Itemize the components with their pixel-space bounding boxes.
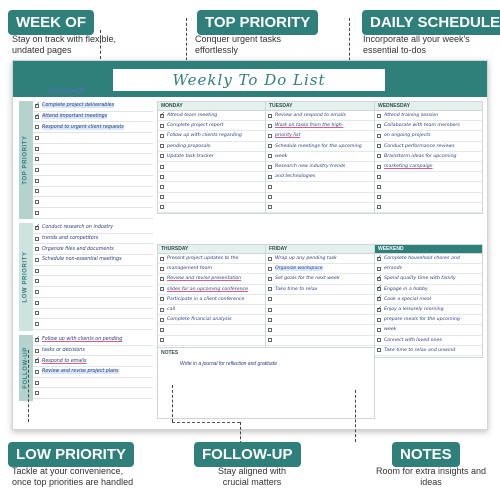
task-text: Complete project report — [167, 123, 224, 129]
checkbox[interactable] — [35, 237, 39, 241]
checkbox[interactable] — [377, 154, 381, 158]
task-row[interactable] — [266, 305, 374, 315]
checkbox[interactable] — [160, 328, 164, 332]
task-row[interactable] — [375, 172, 482, 182]
checkbox[interactable] — [377, 328, 381, 332]
task-row[interactable] — [375, 285, 482, 295]
checkbox[interactable] — [35, 290, 39, 294]
task-row[interactable] — [375, 203, 482, 213]
day-list — [375, 254, 482, 356]
checkbox[interactable] — [268, 257, 272, 261]
task-row[interactable] — [266, 142, 374, 152]
follow-up-list — [33, 335, 153, 399]
checkbox[interactable] — [35, 279, 39, 283]
task-row[interactable] — [266, 315, 374, 325]
task-text: and technologies — [275, 174, 316, 180]
checkbox[interactable] — [377, 124, 381, 128]
task-row[interactable] — [158, 274, 265, 284]
checkbox[interactable] — [268, 287, 272, 291]
checkbox[interactable] — [160, 287, 164, 291]
task-row[interactable] — [375, 295, 482, 305]
task-text: Review and revise project plans — [42, 369, 119, 375]
list-item[interactable] — [33, 378, 153, 389]
checkbox[interactable] — [160, 134, 164, 138]
task-row[interactable] — [158, 193, 265, 203]
task-text: Research new industry trends — [275, 164, 346, 170]
day-friday — [265, 244, 375, 348]
list-item[interactable] — [33, 335, 153, 346]
checkbox[interactable] — [377, 185, 381, 189]
checked-checkbox[interactable] — [377, 287, 381, 291]
checkbox[interactable] — [35, 168, 39, 172]
list-item[interactable] — [33, 388, 153, 399]
task-text: Cook a special meal — [384, 296, 432, 302]
task-row[interactable] — [158, 182, 265, 192]
task-row[interactable] — [375, 193, 482, 203]
task-text: priority list — [275, 133, 301, 139]
checkbox[interactable] — [35, 179, 39, 183]
task-text: slides for an upcoming conference — [167, 286, 248, 292]
planner-sheet — [12, 60, 488, 430]
task-row[interactable] — [266, 254, 374, 264]
day-header: WEEKEND — [375, 245, 482, 254]
checkbox[interactable] — [377, 318, 381, 322]
checkbox[interactable] — [35, 157, 39, 161]
daily-schedule-desc: Incorporate all your week's essential to-dos — [363, 34, 470, 55]
checkbox[interactable] — [160, 205, 164, 209]
leader-line — [355, 390, 356, 442]
checkbox[interactable] — [160, 308, 164, 312]
checkbox[interactable] — [268, 297, 272, 301]
list-item[interactable] — [33, 298, 153, 309]
checked-checkbox[interactable] — [35, 104, 39, 108]
checked-checkbox[interactable] — [377, 257, 381, 261]
daily-schedule-callout: DAILY SCHEDULE — [362, 10, 500, 35]
week-of-value[interactable]: 05/29-6/04/23 — [47, 89, 85, 95]
low-priority-callout: LOW PRIORITY — [8, 442, 134, 467]
task-text: Attend training session — [384, 113, 439, 119]
task-text: Review and respond to emails — [275, 113, 346, 119]
top-priority-section — [19, 101, 153, 219]
task-text: tasks or decisions — [42, 348, 85, 354]
day-thursday — [157, 244, 266, 348]
task-text: Follow up with clients regarding — [167, 133, 242, 139]
checkbox[interactable] — [268, 175, 272, 179]
sheet-title: Weekly To Do List — [113, 69, 385, 91]
checkbox[interactable] — [160, 257, 164, 261]
list-item[interactable] — [33, 165, 153, 176]
week-of-field — [19, 89, 84, 95]
checkbox[interactable] — [35, 147, 39, 151]
checkbox[interactable] — [160, 267, 164, 271]
task-text: Wrap up any pending task — [275, 256, 337, 262]
checkbox[interactable] — [160, 185, 164, 189]
task-row[interactable] — [375, 346, 482, 356]
checked-checkbox[interactable] — [160, 114, 164, 118]
task-text: Complete financial analysis — [167, 317, 232, 323]
list-item[interactable] — [33, 244, 153, 255]
checkbox[interactable] — [377, 144, 381, 148]
checkbox[interactable] — [268, 195, 272, 199]
task-row[interactable] — [375, 111, 482, 121]
checkbox[interactable] — [268, 267, 272, 271]
checkbox[interactable] — [35, 381, 39, 385]
task-row[interactable] — [158, 325, 265, 335]
low-priority-list — [33, 223, 153, 330]
task-text: marketing campaign — [384, 164, 433, 170]
task-text: week — [384, 327, 397, 333]
checkbox[interactable] — [35, 247, 39, 251]
task-row[interactable] — [158, 131, 265, 141]
top-priority-list — [33, 101, 153, 219]
task-row[interactable] — [266, 182, 374, 192]
task-row[interactable] — [158, 315, 265, 325]
task-row[interactable] — [158, 305, 265, 315]
checkbox[interactable] — [268, 277, 272, 281]
list-item[interactable] — [33, 176, 153, 187]
task-row[interactable] — [266, 336, 374, 346]
checkbox[interactable] — [35, 211, 39, 215]
task-text: Respond to urgent client requests — [42, 124, 124, 130]
day-header: THURSDAY — [158, 245, 265, 254]
day-list — [266, 111, 374, 213]
list-item[interactable] — [33, 208, 153, 219]
task-row[interactable] — [266, 162, 374, 172]
task-row[interactable] — [375, 315, 482, 325]
task-row[interactable] — [158, 336, 265, 346]
task-text: Attend team meeting — [167, 113, 218, 119]
checkbox[interactable] — [377, 195, 381, 199]
checkbox[interactable] — [377, 267, 381, 271]
checkbox[interactable] — [377, 165, 381, 169]
day-tuesday — [265, 101, 375, 214]
list-item[interactable] — [33, 356, 153, 367]
task-text: Update task tracker — [167, 153, 214, 159]
checkbox[interactable] — [160, 154, 164, 158]
task-row[interactable] — [266, 172, 374, 182]
task-text: Take time to relax — [275, 286, 318, 292]
checkbox[interactable] — [35, 311, 39, 315]
checkbox[interactable] — [160, 124, 164, 128]
priority-column — [19, 101, 153, 427]
checkbox[interactable] — [35, 269, 39, 273]
task-text: prepare meals for the upcoming — [384, 317, 460, 323]
checkbox[interactable] — [35, 200, 39, 204]
checkbox[interactable] — [160, 165, 164, 169]
low-priority-section — [19, 223, 153, 331]
checkbox[interactable] — [160, 318, 164, 322]
checkbox[interactable] — [268, 185, 272, 189]
task-text: on ongoing projects — [384, 133, 431, 139]
task-row[interactable] — [158, 254, 265, 264]
task-row[interactable] — [158, 264, 265, 274]
list-item[interactable] — [33, 255, 153, 266]
checkbox[interactable] — [268, 154, 272, 158]
task-text: Collaborate with team members — [384, 123, 460, 129]
task-row[interactable] — [158, 295, 265, 305]
list-item[interactable] — [33, 187, 153, 198]
task-text: Schedule non-essential meetings — [42, 257, 122, 263]
leader-line — [172, 422, 240, 423]
task-text: Brainstorm ideas for upcoming — [384, 153, 457, 159]
task-text: week — [275, 153, 288, 159]
task-row[interactable] — [266, 295, 374, 305]
checkbox[interactable] — [268, 124, 272, 128]
task-text: Organize workspace — [275, 266, 323, 272]
week-of-callout: WEEK OF — [8, 10, 94, 35]
list-item[interactable] — [33, 309, 153, 320]
task-text: Conduct performance reviews — [384, 143, 455, 149]
list-item[interactable] — [33, 266, 153, 277]
checkbox[interactable] — [377, 134, 381, 138]
low-priority-desc: Tackle at your convenience, once top priorities are handled — [12, 466, 134, 487]
task-row[interactable] — [266, 325, 374, 335]
day-list — [266, 254, 374, 346]
checkbox[interactable] — [377, 205, 381, 209]
task-text: Complete project deliverables — [42, 103, 115, 109]
day-weekend — [374, 244, 483, 358]
checkbox[interactable] — [35, 322, 39, 326]
follow-up-callout: FOLLOW-UP — [194, 442, 301, 467]
follow-up-section — [19, 335, 153, 401]
checkbox[interactable] — [35, 391, 39, 395]
task-text: Enjoy a leisurely morning — [384, 307, 444, 313]
notes-text: Write in a journal for reflection and gratitude — [180, 361, 277, 367]
task-row[interactable] — [375, 131, 482, 141]
list-item[interactable] — [33, 112, 153, 123]
daily-schedule-grid — [157, 101, 483, 427]
day-header: WEDNESDAY — [375, 102, 482, 111]
day-wednesday — [374, 101, 483, 214]
checkbox[interactable] — [160, 297, 164, 301]
list-item[interactable] — [33, 154, 153, 165]
list-item[interactable] — [33, 144, 153, 155]
task-text: Connect with loved ones — [384, 337, 442, 343]
checked-checkbox[interactable] — [35, 226, 39, 230]
week-of-desc: Stay on track with flexible, undated pages — [12, 34, 117, 55]
checkbox[interactable] — [268, 165, 272, 169]
checkbox[interactable] — [268, 114, 272, 118]
checkbox[interactable] — [160, 195, 164, 199]
task-row[interactable] — [375, 182, 482, 192]
task-text: Take time to relax and unwind — [384, 347, 456, 353]
notes-desc: Room for extra insights and ideas — [375, 466, 487, 487]
task-row[interactable] — [375, 264, 482, 274]
day-list — [375, 111, 482, 213]
task-text: Complete household chores and — [384, 256, 460, 262]
checkbox[interactable] — [35, 349, 39, 353]
task-row[interactable] — [158, 142, 265, 152]
task-row[interactable] — [375, 162, 482, 172]
notes-callout: NOTES — [392, 442, 460, 467]
task-row[interactable] — [158, 203, 265, 213]
task-row[interactable] — [158, 162, 265, 172]
task-text: Respond to emails — [42, 358, 87, 364]
day-header: FRIDAY — [266, 245, 374, 254]
task-row[interactable] — [158, 172, 265, 182]
task-text: Present project updates to the — [167, 256, 239, 262]
list-item[interactable] — [33, 234, 153, 245]
checkbox[interactable] — [35, 136, 39, 140]
checkbox[interactable] — [268, 318, 272, 322]
day-list — [158, 254, 265, 346]
checkbox[interactable] — [377, 348, 381, 352]
task-text: Attend important meetings — [42, 114, 108, 120]
task-row[interactable] — [375, 325, 482, 335]
leader-line — [172, 385, 173, 422]
task-row[interactable] — [158, 111, 265, 121]
task-row[interactable] — [158, 285, 265, 295]
task-row[interactable] — [375, 336, 482, 346]
day-monday — [157, 101, 266, 214]
task-row[interactable] — [266, 121, 374, 131]
day-header: TUESDAY — [266, 102, 374, 111]
checkbox[interactable] — [377, 338, 381, 342]
list-item[interactable] — [33, 223, 153, 234]
checkbox[interactable] — [268, 134, 272, 138]
checkbox[interactable] — [268, 338, 272, 342]
checkbox[interactable] — [35, 258, 39, 262]
task-text: Schedule meetings for the upcoming — [275, 143, 362, 149]
list-item[interactable] — [33, 367, 153, 378]
checked-checkbox[interactable] — [377, 277, 381, 281]
checked-checkbox[interactable] — [35, 115, 39, 119]
task-text: Conduct research on industry — [42, 225, 114, 231]
task-row[interactable] — [375, 121, 482, 131]
task-row[interactable] — [375, 152, 482, 162]
task-row[interactable] — [158, 121, 265, 131]
checkbox[interactable] — [160, 277, 164, 281]
checked-checkbox[interactable] — [377, 308, 381, 312]
top-priority-desc: Conquer urgent tasks effortlessly — [195, 34, 282, 55]
list-item[interactable] — [33, 197, 153, 208]
checkbox[interactable] — [160, 338, 164, 342]
checkbox[interactable] — [268, 308, 272, 312]
checkbox[interactable] — [268, 205, 272, 209]
task-text: Set goals for the next week — [275, 276, 340, 282]
low-priority-label: LOW PRIORITY — [19, 223, 33, 331]
list-item[interactable] — [33, 287, 153, 298]
task-row[interactable] — [266, 274, 374, 284]
checkbox[interactable] — [35, 370, 39, 374]
checkbox[interactable] — [377, 114, 381, 118]
week-of-label: WEEK OF: — [19, 89, 44, 95]
list-item[interactable] — [33, 276, 153, 287]
task-text: pending proposals. — [167, 143, 212, 149]
checked-checkbox[interactable] — [35, 359, 39, 363]
checked-checkbox[interactable] — [377, 297, 381, 301]
checkbox[interactable] — [160, 144, 164, 148]
task-row[interactable] — [266, 152, 374, 162]
task-text: Participate in a client conference — [167, 296, 245, 302]
notes-box[interactable] — [157, 347, 375, 419]
task-text: Follow up with clients on pending — [42, 337, 123, 343]
checkbox[interactable] — [35, 301, 39, 305]
task-row[interactable] — [266, 264, 374, 274]
top-priority-callout: TOP PRIORITY — [197, 10, 318, 35]
task-row[interactable] — [266, 111, 374, 121]
checkbox[interactable] — [160, 175, 164, 179]
task-row[interactable] — [266, 131, 374, 141]
task-row[interactable] — [266, 203, 374, 213]
follow-up-label: FOLLOW-UP — [19, 335, 33, 401]
day-list — [158, 111, 265, 213]
list-item[interactable] — [33, 319, 153, 330]
checkbox[interactable] — [35, 125, 39, 129]
list-item[interactable] — [33, 122, 153, 133]
notes-label: NOTES — [161, 350, 179, 356]
task-text: errands — [384, 266, 402, 272]
leader-line — [240, 422, 241, 444]
checkbox[interactable] — [35, 189, 39, 193]
task-row[interactable] — [375, 305, 482, 315]
checkbox[interactable] — [377, 175, 381, 179]
task-text: Engage in a hobby — [384, 286, 428, 292]
checkbox[interactable] — [268, 328, 272, 332]
task-row[interactable] — [266, 193, 374, 203]
checkbox[interactable] — [268, 144, 272, 148]
task-text: management team — [167, 266, 213, 272]
task-text: Organize files and documents — [42, 246, 114, 252]
task-row[interactable] — [375, 254, 482, 264]
task-text: Work on tasks from the high- — [275, 123, 344, 129]
top-priority-label: TOP PRIORITY — [19, 101, 33, 219]
task-text: trends and competitors — [42, 236, 99, 242]
task-text: Spend quality time with family — [384, 276, 456, 282]
task-text: call — [167, 307, 176, 313]
task-row[interactable] — [158, 152, 265, 162]
leader-line — [28, 350, 29, 422]
task-row[interactable] — [266, 285, 374, 295]
task-row[interactable] — [375, 274, 482, 284]
list-item[interactable] — [33, 346, 153, 357]
follow-up-desc: Stay aligned with crucial matters — [217, 466, 287, 487]
list-item[interactable] — [33, 101, 153, 112]
task-text: Review and revise presentation — [167, 276, 242, 282]
checked-checkbox[interactable] — [35, 338, 39, 342]
task-row[interactable] — [375, 142, 482, 152]
day-header: MONDAY — [158, 102, 265, 111]
list-item[interactable] — [33, 133, 153, 144]
